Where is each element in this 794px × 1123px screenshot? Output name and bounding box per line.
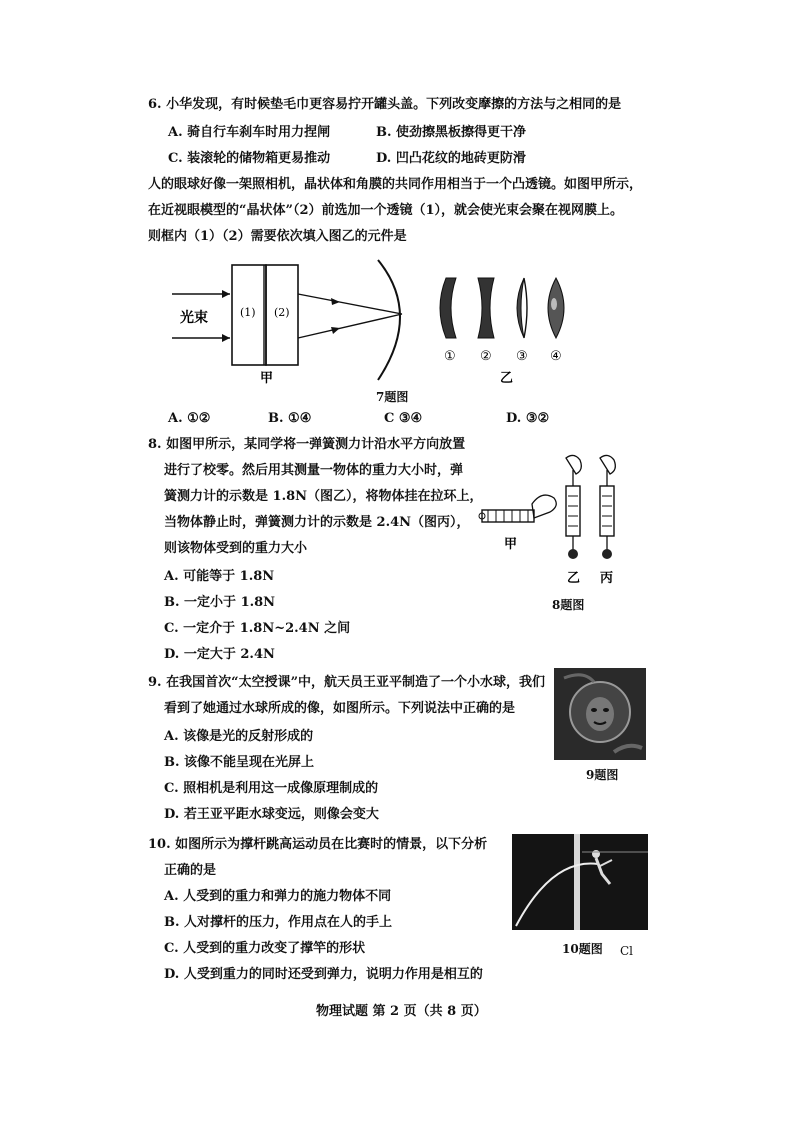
q6-stem: 6. 小华发现，有时候垫毛巾更容易拧开罐头盖。下列改变摩擦的方法与之相同的是: [148, 97, 622, 112]
q6-option-b: B. 使劲擦黑板擦得更干净: [376, 125, 527, 140]
q10-stray-mark: Cl: [620, 944, 634, 958]
q9-option-c: C. 照相机是利用这一成像原理制成的: [164, 781, 379, 796]
q7-lens-label-1: ①: [444, 349, 456, 364]
q8-stem-line3: 簧测力计的示数是 1.8N（图乙），将物体挂在拉环上，: [164, 489, 483, 504]
q9-photo-water-ball: [554, 668, 646, 760]
q10-option-a: A. 人受到的重力和弹力的施力物体不同: [164, 889, 392, 904]
q7-option-c: C ③④: [384, 411, 423, 426]
q7-option-d: D. ③②: [506, 411, 550, 426]
q6-option-d: D. 凹凸花纹的地砖更防滑: [376, 151, 526, 166]
q6-option-c: C. 装滚轮的储物箱更易推动: [168, 151, 331, 166]
q8-fig-bing-label: 丙: [600, 571, 614, 586]
q8-fig-yi-label: 乙: [567, 571, 581, 586]
q7-fig-box2-label: (2): [274, 306, 290, 319]
q10-stem-line2: 正确的是: [164, 863, 217, 878]
q8-stem-line1: 8. 如图甲所示，某同学将一弹簧测力计沿水平方向放置: [148, 437, 466, 452]
q8-caption: 8题图: [552, 598, 585, 612]
q7-option-a: A. ①②: [168, 411, 211, 426]
q9-option-a: A. 该像是光的反射形成的: [164, 729, 314, 744]
q7-fig-jia-label: 甲: [260, 371, 274, 386]
q9-stem-line1: 9. 在我国首次“太空授课”中，航天员王亚平制造了一个小水球，我们: [148, 675, 546, 690]
q8-stem-line4: 当物体静止时，弹簧测力计的示数是 2.4N（图丙），: [164, 515, 470, 530]
q9-stem-line2: 看到了她通过水球所成的像，如图所示。下列说法中正确的是: [164, 701, 516, 716]
q7-figure-jia: [160, 258, 430, 388]
q10-option-c: C. 人受到的重力改变了撑竿的形状: [164, 941, 366, 956]
q10-option-d: D. 人受到重力的同时还受到弹力，说明力作用是相互的: [164, 967, 483, 982]
q7-stem-line1: 人的眼球好像一架照相机，晶状体和角膜的共同作用相当于一个凸透镜。如图甲所示，: [148, 177, 643, 192]
q7-option-b: B. ①④: [268, 411, 312, 426]
q9-option-b: B. 该像不能呈现在光屏上: [164, 755, 315, 770]
q10-stem-line1: 10. 如图所示为撑杆跳高运动员在比赛时的情景，以下分析: [148, 837, 488, 852]
q7-fig-box1-label: (1): [240, 306, 256, 319]
q8-stem-line5: 则该物体受到的重力大小: [164, 541, 308, 556]
q7-fig-yi-label: 乙: [500, 371, 514, 386]
q9-caption: 9题图: [586, 768, 619, 782]
q8-option-a: A. 可能等于 1.8N: [164, 569, 275, 584]
q7-stem-line3: 则框内（1）（2）需要依次填入图乙的元件是: [148, 229, 407, 244]
q7-lens-label-4: ④: [550, 349, 562, 364]
q8-option-d: D. 一定大于 2.4N: [164, 647, 275, 662]
q10-option-b: B. 人对撑杆的压力，作用点在人的手上: [164, 915, 393, 930]
q7-lens-label-3: ③: [516, 349, 528, 364]
q7-caption: 7题图: [376, 390, 409, 404]
q7-fig-beam-label: 光束: [180, 310, 208, 326]
q8-option-b: B. 一定小于 1.8N: [164, 595, 276, 610]
q7-figure-yi: [434, 274, 584, 386]
q6-option-a: A. 骑自行车刹车时用力捏闸: [168, 125, 331, 140]
q8-fig-jia-label: 甲: [504, 537, 518, 552]
q7-stem-line2: 在近视眼模型的“晶状体”（2）前选加一个透镜（1），就会使光束会聚在视网膜上。: [148, 203, 624, 218]
q10-caption: 10题图: [562, 942, 603, 956]
page-footer: 物理试题 第 2 页（共 8 页）: [316, 1004, 487, 1019]
q8-figure: [476, 452, 636, 594]
q8-stem-line2: 进行了校零。然后用其测量一物体的重力大小时，弹: [164, 463, 464, 478]
q10-photo-pole-vault: [512, 834, 648, 930]
q9-option-d: D. 若王亚平距水球变远，则像会变大: [164, 807, 379, 822]
q8-option-c: C. 一定介于 1.8N~2.4N 之间: [164, 621, 351, 636]
q7-lens-label-2: ②: [480, 349, 492, 364]
